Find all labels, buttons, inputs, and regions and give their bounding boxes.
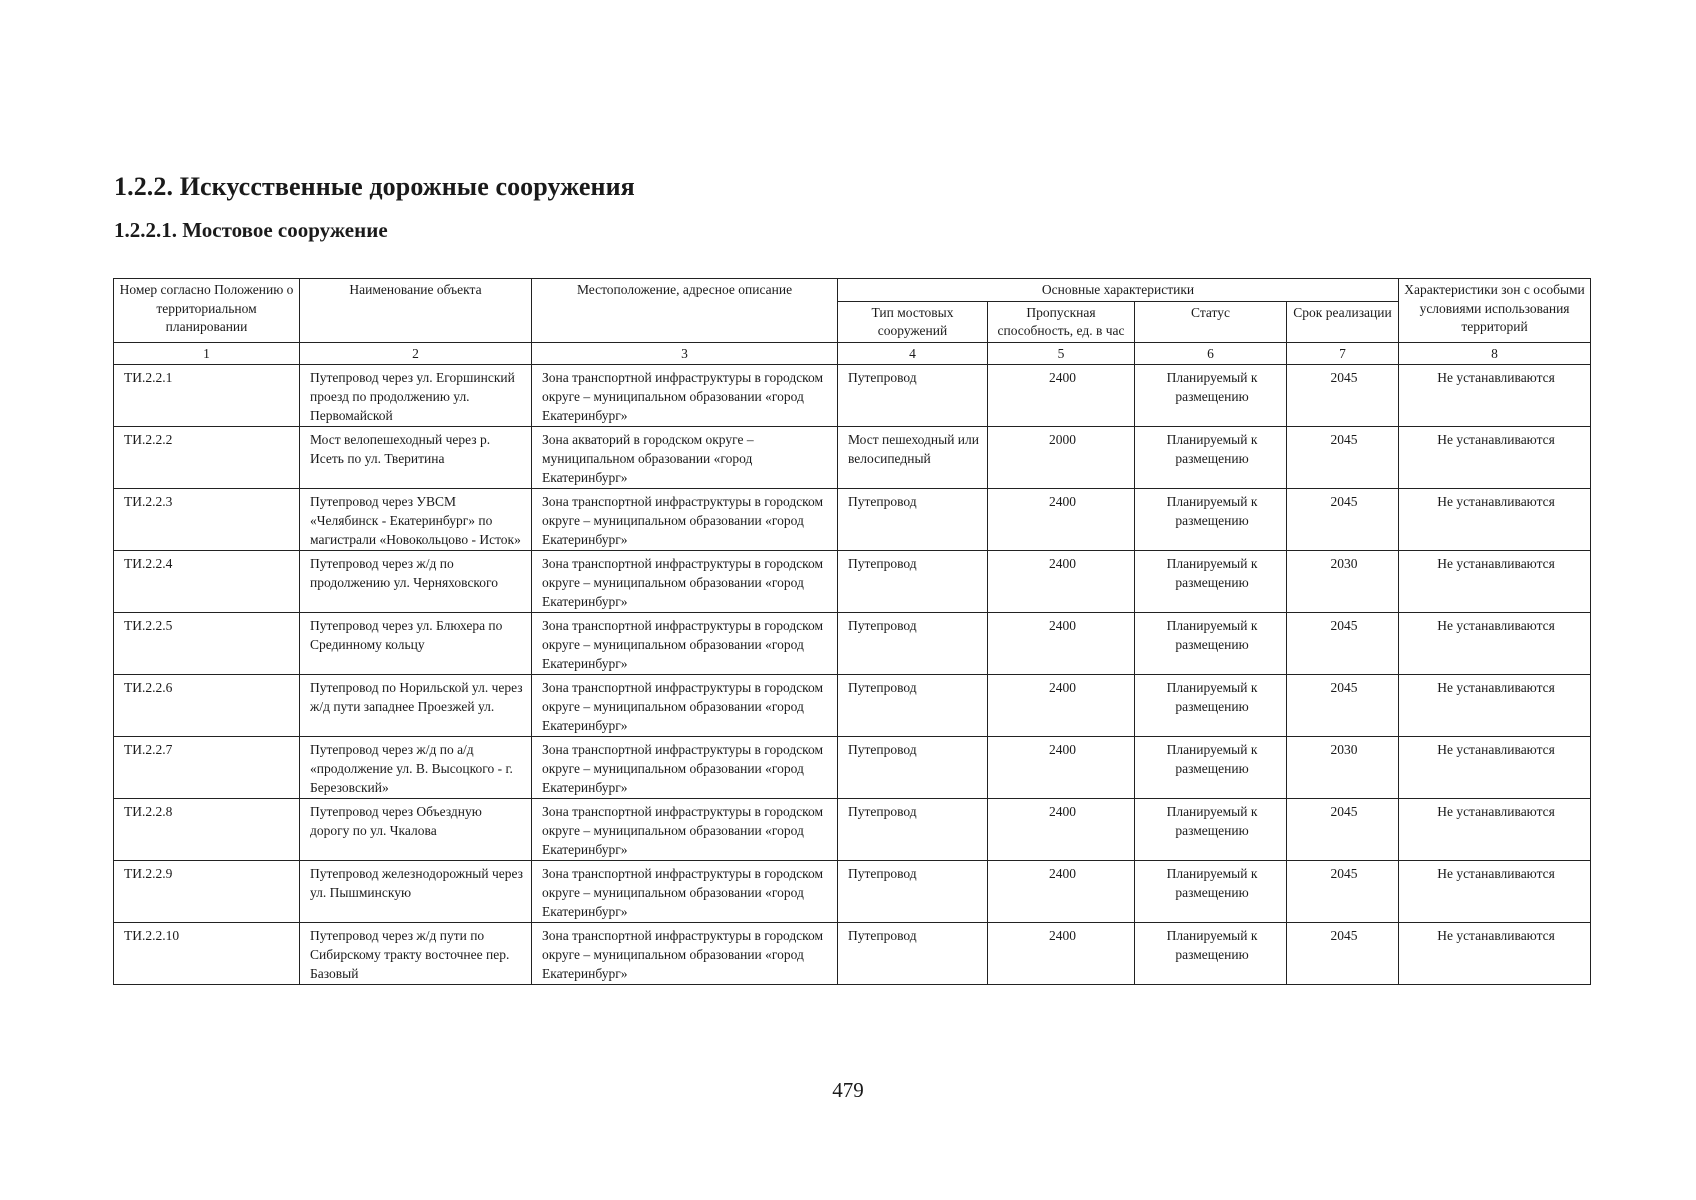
cell-status: Планируемый к размещению: [1135, 550, 1287, 612]
cell-status: Планируемый к размещению: [1135, 612, 1287, 674]
cell-name: Путепровод через Объездную дорогу по ул. Чкалова: [300, 798, 532, 860]
cell-type: Путепровод: [838, 674, 988, 736]
table-row: [114, 798, 1591, 860]
cell-zones: Не устанавливаются: [1399, 612, 1591, 674]
header-number: Номер согласно Положению о территориальном планировании: [114, 279, 300, 343]
cell-zones: Не устанавливаются: [1399, 550, 1591, 612]
subsection-heading: 1.2.2.1. Мостовое сооружение: [114, 218, 388, 242]
cell-capacity: 2400: [988, 736, 1135, 798]
cell-zones: Не устанавливаются: [1399, 364, 1591, 426]
cell-location: Зона транспортной инфраструктуры в городском округе – муниципальном образовании «город Екатеринбург»: [532, 860, 838, 922]
cell-capacity: 2400: [988, 674, 1135, 736]
cell-type: Путепровод: [838, 550, 988, 612]
cell-status: Планируемый к размещению: [1135, 736, 1287, 798]
cell-term: 2045: [1287, 674, 1399, 736]
cell-term: 2045: [1287, 860, 1399, 922]
table-row: [114, 922, 1591, 984]
cell-location: Зона транспортной инфраструктуры в городском округе – муниципальном образовании «город Екатеринбург»: [532, 922, 838, 984]
cell-capacity: 2400: [988, 922, 1135, 984]
column-number: 6: [1135, 342, 1287, 364]
header-row-top: [114, 279, 1591, 302]
cell-zones: Не устанавливаются: [1399, 488, 1591, 550]
column-number: 2: [300, 342, 532, 364]
cell-capacity: 2400: [988, 798, 1135, 860]
cell-location: Зона транспортной инфраструктуры в городском округе – муниципальном образовании «город Екатеринбург»: [532, 550, 838, 612]
header-zones: Характеристики зон с особыми условиями использования территорий: [1399, 279, 1591, 343]
cell-term: 2045: [1287, 488, 1399, 550]
cell-type: Путепровод: [838, 612, 988, 674]
cell-capacity: 2400: [988, 612, 1135, 674]
cell-status: Планируемый к размещению: [1135, 364, 1287, 426]
cell-zones: Не устанавливаются: [1399, 426, 1591, 488]
section-heading: 1.2.2. Искусственные дорожные сооружения: [114, 172, 635, 201]
cell-status: Планируемый к размещению: [1135, 798, 1287, 860]
header-type: Тип мостовых сооружений: [838, 301, 988, 342]
cell-capacity: 2400: [988, 364, 1135, 426]
cell-type: Путепровод: [838, 798, 988, 860]
column-number: 8: [1399, 342, 1591, 364]
cell-number: ТИ.2.2.5: [114, 612, 300, 674]
cell-type: Путепровод: [838, 860, 988, 922]
cell-location: Зона транспортной инфраструктуры в городском округе – муниципальном образовании «город Екатеринбург»: [532, 612, 838, 674]
cell-location: Зона транспортной инфраструктуры в городском округе – муниципальном образовании «город Екатеринбург»: [532, 674, 838, 736]
cell-location: Зона транспортной инфраструктуры в городском округе – муниципальном образовании «город Екатеринбург»: [532, 364, 838, 426]
cell-number: ТИ.2.2.1: [114, 364, 300, 426]
cell-name: Мост велопешеходный через р. Исеть по ул. Тверитина: [300, 426, 532, 488]
cell-term: 2045: [1287, 612, 1399, 674]
cell-name: Путепровод через УВСМ «Челябинск - Екатеринбург» по магистрали «Новокольцово - Исток»: [300, 488, 532, 550]
cell-type: Мост пешеходный или велосипедный: [838, 426, 988, 488]
cell-zones: Не устанавливаются: [1399, 860, 1591, 922]
cell-term: 2045: [1287, 922, 1399, 984]
header-status: Статус: [1135, 301, 1287, 342]
cell-zones: Не устанавливаются: [1399, 736, 1591, 798]
cell-number: ТИ.2.2.3: [114, 488, 300, 550]
table-row: [114, 550, 1591, 612]
header-capacity: Пропускная способность, ед. в час: [988, 301, 1135, 342]
column-number: 1: [114, 342, 300, 364]
cell-name: Путепровод через ул. Егоршинский проезд по продолжению ул. Первомайской: [300, 364, 532, 426]
table-row: [114, 364, 1591, 426]
table-row: [114, 736, 1591, 798]
cell-term: 2045: [1287, 364, 1399, 426]
cell-status: Планируемый к размещению: [1135, 488, 1287, 550]
cell-name: Путепровод через ул. Блюхера по Срединному кольцу: [300, 612, 532, 674]
cell-type: Путепровод: [838, 736, 988, 798]
column-number: 4: [838, 342, 988, 364]
cell-location: Зона транспортной инфраструктуры в городском округе – муниципальном образовании «город Екатеринбург»: [532, 488, 838, 550]
cell-name: Путепровод через ж/д пути по Сибирскому тракту восточнее пер. Базовый: [300, 922, 532, 984]
cell-name: Путепровод по Норильской ул. через ж/д пути западнее Проезжей ул.: [300, 674, 532, 736]
cell-number: ТИ.2.2.8: [114, 798, 300, 860]
cell-capacity: 2400: [988, 860, 1135, 922]
table-row: [114, 612, 1591, 674]
cell-name: Путепровод через ж/д по продолжению ул. Черняховского: [300, 550, 532, 612]
cell-capacity: 2400: [988, 488, 1135, 550]
cell-name: Путепровод железнодорожный через ул. Пышминскую: [300, 860, 532, 922]
header-main-characteristics: Основные характеристики: [838, 279, 1399, 302]
cell-capacity: 2000: [988, 426, 1135, 488]
header-name: Наименование объекта: [300, 279, 532, 343]
cell-type: Путепровод: [838, 364, 988, 426]
cell-term: 2045: [1287, 798, 1399, 860]
column-number: 7: [1287, 342, 1399, 364]
column-number: 3: [532, 342, 838, 364]
bridges-table: [113, 278, 1591, 985]
cell-number: ТИ.2.2.10: [114, 922, 300, 984]
cell-location: Зона транспортной инфраструктуры в городском округе – муниципальном образовании «город Екатеринбург»: [532, 736, 838, 798]
cell-name: Путепровод через ж/д по а/д «продолжение ул. В. Высоцкого - г. Березовский»: [300, 736, 532, 798]
cell-number: ТИ.2.2.4: [114, 550, 300, 612]
cell-capacity: 2400: [988, 550, 1135, 612]
table-row: [114, 860, 1591, 922]
column-number-row: [114, 342, 1591, 364]
table-row: [114, 674, 1591, 736]
cell-zones: Не устанавливаются: [1399, 674, 1591, 736]
cell-status: Планируемый к размещению: [1135, 674, 1287, 736]
cell-zones: Не устанавливаются: [1399, 798, 1591, 860]
cell-location: Зона транспортной инфраструктуры в городском округе – муниципальном образовании «город Екатеринбург»: [532, 798, 838, 860]
cell-number: ТИ.2.2.2: [114, 426, 300, 488]
cell-term: 2045: [1287, 426, 1399, 488]
header-location: Местоположение, адресное описание: [532, 279, 838, 343]
cell-status: Планируемый к размещению: [1135, 860, 1287, 922]
cell-type: Путепровод: [838, 922, 988, 984]
cell-term: 2030: [1287, 550, 1399, 612]
cell-term: 2030: [1287, 736, 1399, 798]
cell-status: Планируемый к размещению: [1135, 426, 1287, 488]
page-number: 479: [832, 1078, 864, 1102]
cell-location: Зона акваторий в городском округе – муниципальном образовании «город Екатеринбург»: [532, 426, 838, 488]
cell-number: ТИ.2.2.7: [114, 736, 300, 798]
table-row: [114, 426, 1591, 488]
header-term: Срок реализации: [1287, 301, 1399, 342]
cell-type: Путепровод: [838, 488, 988, 550]
column-number: 5: [988, 342, 1135, 364]
cell-number: ТИ.2.2.9: [114, 860, 300, 922]
table-row: [114, 488, 1591, 550]
cell-status: Планируемый к размещению: [1135, 922, 1287, 984]
cell-number: ТИ.2.2.6: [114, 674, 300, 736]
cell-zones: Не устанавливаются: [1399, 922, 1591, 984]
